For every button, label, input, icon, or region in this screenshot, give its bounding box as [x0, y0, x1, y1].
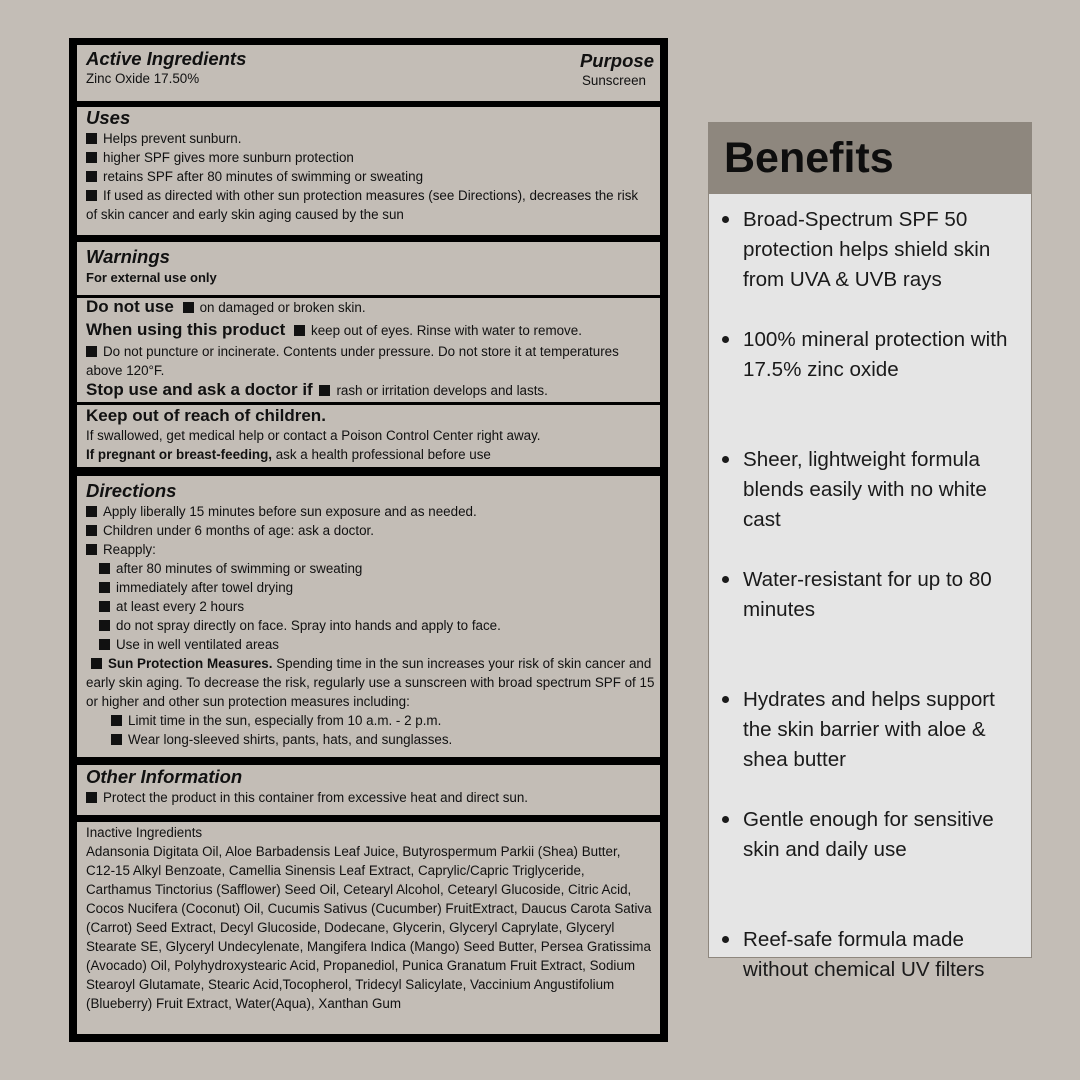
stop-use-text: rash or irritation develops and lasts. — [336, 383, 548, 398]
directions-heading: Directions — [86, 480, 177, 501]
bullet-dot-icon — [722, 456, 729, 463]
benefit-item — [709, 325, 1031, 445]
benefits-panel — [708, 122, 1032, 981]
pregnant-label: If pregnant or breast-feeding, — [86, 447, 272, 462]
benefit-item — [709, 445, 1031, 565]
do-not-use-text: on damaged or broken skin. — [199, 300, 366, 315]
bullet-dot-icon — [722, 816, 729, 823]
benefit-text: Reef-safe formula made without chemical UV filters — [743, 928, 985, 981]
reapply-item-text: immediately after towel drying — [116, 580, 294, 595]
inactive-ingredients-heading: Inactive Ingredients — [86, 825, 203, 840]
sun-protection-item — [86, 730, 660, 749]
square-bullet-icon — [99, 620, 110, 631]
uses-item-text: higher SPF gives more sunburn protection — [103, 150, 354, 165]
active-ingredients-left — [86, 45, 246, 90]
warnings-detail-section — [77, 298, 660, 402]
inactive-ingredients-text: Adansonia Digitata Oil, Aloe Barbadensis Leaf Juice, Butyrospermum Parkii (Shea) Butter, C12-15 Alkyl Benzoate, Camellia Sinensis Leaf Extract, Caprylic/Capric Triglyceride, Carthamus Tinctorius (Safflower) Seed Oil, Cetearyl Alcohol, Cetearyl Glucoside, Citric Acid, Cocos Nucifera (Coconut) Oil, Cucumis Sativus (Cucumber) FruitExtract, Daucus Carota Sativa (Carrot) Seed Extract, Decyl Glucoside, Dodecane, Glycerin, Glyceryl Caprylate, Glyceryl Stearate SE, Glyceryl Undecylenate, Mangifera Indica (Mango) Seed Butter, Persea Gratissima (Avocado) Oil, Polyhydroxystearic Acid, Propanediol, Punica Granatum Fruit Extract, Sodium Stearoyl Glutamate, Stearic Acid,Tocopherol, Tridecyl Salicylate, Vaccinium Angustifolium (Blueberry) Fruit Extract, Water(Aqua), Xanthan Gum — [86, 844, 652, 1011]
bullet-dot-icon — [722, 216, 729, 223]
drug-facts-panel — [69, 38, 668, 1042]
sun-protection-label: Sun Protection Measures. — [108, 656, 273, 671]
sun-protection-item — [86, 711, 660, 730]
active-ingredient: Zinc Oxide 17.50% — [86, 71, 200, 86]
uses-item-text: If used as directed with other sun protection measures (see Directions), decreases the risk of skin cancer and early skin aging caused by the sun — [86, 188, 639, 222]
square-bullet-icon — [111, 734, 122, 745]
directions-item — [86, 521, 660, 540]
bullet-dot-icon — [722, 936, 729, 943]
benefit-text: Hydrates and helps support the skin barrier with aloe & shea butter — [743, 688, 995, 771]
swallowed-text: If swallowed, get medical help or contact a Poison Control Center right away. — [86, 428, 541, 443]
square-bullet-icon — [99, 563, 110, 574]
square-bullet-icon — [99, 582, 110, 593]
benefits-list — [709, 205, 1031, 1045]
reapply-item — [86, 559, 660, 578]
reapply-item-text: do not spray directly on face. Spray into hands and apply to face. — [116, 618, 501, 633]
uses-item — [86, 186, 660, 224]
reapply-item — [86, 635, 660, 654]
square-bullet-icon — [99, 601, 110, 612]
uses-item-text: Helps prevent sunburn. — [103, 131, 242, 146]
uses-item-text: retains SPF after 80 minutes of swimming or sweating — [103, 169, 424, 184]
square-bullet-icon — [111, 715, 122, 726]
stop-use-line — [86, 380, 660, 401]
sun-protection-item-text: Wear long-sleeved shirts, pants, hats, and sunglasses. — [128, 732, 453, 747]
sun-protection-item-text: Limit time in the sun, especially from 10 a.m. - 2 p.m. — [128, 713, 442, 728]
sun-protection-text: Spending time in the sun increases your risk of skin cancer and early skin aging. To decrease the risk, regularly use a sunscreen with broad spectrum SPF of 15 or higher and other sun protection measures including: — [86, 656, 655, 709]
purpose-value: Sunscreen — [581, 73, 646, 88]
directions-item-text: Reapply: — [103, 542, 156, 557]
other-information-item — [86, 788, 660, 807]
when-using-line — [86, 319, 660, 342]
external-use-note: For external use only — [86, 270, 217, 285]
uses-heading: Uses — [86, 107, 131, 128]
square-bullet-icon — [86, 346, 97, 357]
directions-item-text: Apply liberally 15 minutes before sun exposure and as needed. — [103, 504, 477, 519]
benefit-text: Sheer, lightweight formula blends easily with no white cast — [743, 448, 987, 531]
bullet-dot-icon — [722, 336, 729, 343]
pressure-warning — [86, 342, 660, 380]
benefits-title: Benefits — [709, 123, 1031, 194]
directions-section — [77, 476, 660, 757]
uses-section — [77, 107, 660, 235]
square-bullet-icon — [86, 152, 97, 163]
bullet-dot-icon — [722, 576, 729, 583]
square-bullet-icon — [183, 302, 194, 313]
benefit-text: 100% mineral protection with 17.5% zinc oxide — [743, 328, 1008, 381]
benefit-item — [709, 805, 1031, 925]
stop-use-label: Stop use and ask a doctor if — [86, 380, 313, 399]
reapply-item — [86, 616, 660, 635]
square-bullet-icon — [91, 658, 102, 669]
square-bullet-icon — [319, 385, 330, 396]
square-bullet-icon — [294, 325, 305, 336]
uses-item — [86, 148, 660, 167]
square-bullet-icon — [86, 506, 97, 517]
reapply-item-text: at least every 2 hours — [116, 599, 245, 614]
reapply-item-text: Use in well ventilated areas — [116, 637, 280, 652]
square-bullet-icon — [99, 639, 110, 650]
directions-item — [86, 540, 660, 559]
other-information-section — [77, 765, 660, 815]
pressure-text: Do not puncture or incinerate. Contents under pressure. Do not store it at temperatures above 120°F. — [86, 344, 619, 378]
benefit-item — [709, 565, 1031, 685]
active-ingredients-heading: Active Ingredients — [86, 48, 247, 69]
keep-out-section — [77, 405, 660, 467]
benefit-text: Gentle enough for sensitive skin and daily use — [743, 808, 994, 861]
do-not-use-line — [86, 298, 660, 319]
benefit-item — [709, 685, 1031, 805]
do-not-use-label: Do not use — [86, 298, 174, 316]
benefit-item — [709, 925, 1031, 1045]
square-bullet-icon — [86, 544, 97, 555]
reapply-item — [86, 578, 660, 597]
sun-protection-measures — [86, 654, 660, 711]
inactive-ingredients-section — [77, 822, 660, 1034]
square-bullet-icon — [86, 133, 97, 144]
square-bullet-icon — [86, 792, 97, 803]
warnings-heading: Warnings — [86, 246, 170, 267]
benefit-text: Water-resistant for up to 80 minutes — [743, 568, 992, 621]
active-ingredients-row — [86, 45, 660, 90]
other-information-text: Protect the product in this container from excessive heat and direct sun. — [103, 790, 529, 805]
keep-out-heading: Keep out of reach of children. — [86, 406, 326, 425]
uses-item — [86, 129, 660, 148]
directions-item — [86, 502, 660, 521]
other-information-heading: Other Information — [86, 766, 243, 787]
reapply-item-text: after 80 minutes of swimming or sweating — [116, 561, 363, 576]
bullet-dot-icon — [722, 696, 729, 703]
square-bullet-icon — [86, 525, 97, 536]
square-bullet-icon — [86, 171, 97, 182]
square-bullet-icon — [86, 190, 97, 201]
when-using-label: When using this product — [86, 320, 286, 339]
purpose-heading: Purpose — [579, 50, 654, 71]
active-ingredients-section — [77, 45, 660, 101]
pregnant-line — [86, 445, 660, 464]
when-using-text: keep out of eyes. Rinse with water to remove. — [311, 323, 582, 338]
benefit-item — [709, 205, 1031, 325]
pregnant-text: ask a health professional before use — [275, 447, 491, 462]
reapply-item — [86, 597, 660, 616]
directions-item-text: Children under 6 months of age: ask a doctor. — [103, 523, 374, 538]
uses-item — [86, 167, 660, 186]
benefit-text: Broad-Spectrum SPF 50 protection helps shield skin from UVA & UVB rays — [743, 208, 991, 291]
warnings-section — [77, 242, 660, 295]
purpose-block — [580, 45, 654, 90]
